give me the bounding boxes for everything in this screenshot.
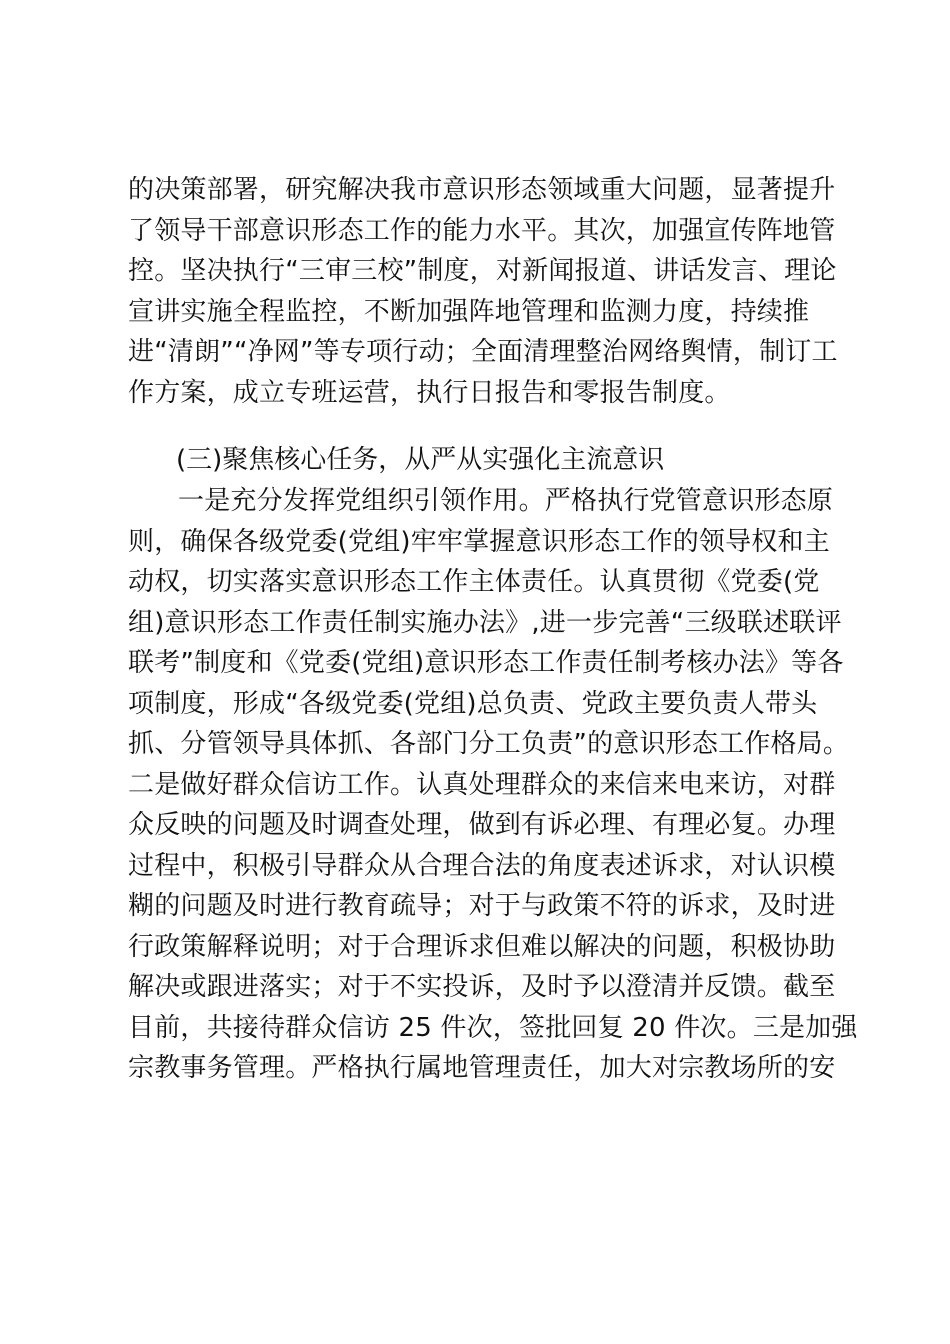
text-line: 控。坚决执行“三审三校”制度，对新闻报道、讲话发言、理论 xyxy=(128,256,837,286)
text-line: 行政策解释说明；对于合理诉求但难以解决的问题，积极协助 xyxy=(128,931,836,962)
section-heading: (三)聚焦核心任务，从严从实强化主流意识 xyxy=(176,445,665,475)
text-line: 组)意识形态工作责任制实施办法》,进一步完善“三级联述联评 xyxy=(128,607,842,638)
text-line: 众反映的问题及时调查处理，做到有诉必理、有理必复。办理 xyxy=(128,810,836,840)
text-line: 了领导干部意识形态工作的能力水平。其次，加强宣传阵地管 xyxy=(128,215,836,246)
text-line: 则，确保各级党委(党组)牢牢掌握意识形态工作的领导权和主 xyxy=(128,526,830,557)
text-line: 糊的问题及时进行教育疏导；对于与政策不符的诉求，及时进 xyxy=(128,891,836,921)
text-line: 过程中，积极引导群众从合理合法的角度表述诉求，对认识模 xyxy=(128,850,836,881)
text-line: 联考”制度和《党委(党组)意识形态工作责任制考核办法》等各 xyxy=(128,648,844,678)
text-line: 宗教事务管理。严格执行属地管理责任，加大对宗教场所的安 xyxy=(128,1053,836,1083)
text-line: 抓、分管领导具体抓、各部门分工负责”的意识形态工作格局。 xyxy=(128,729,850,759)
text-line: 动权，切实落实意识形态工作主体责任。认真贯彻《党委(党 xyxy=(128,567,820,597)
text-line: 进“清朗”“净网”等专项行动；全面清理整治网络舆情，制订工 xyxy=(128,337,838,367)
text-line: 二是做好群众信访工作。认真处理群众的来信来电来访，对群 xyxy=(128,769,836,800)
text-line: 目前，共接待群众信访 25 件次，签批回复 20 件次。三是加强 xyxy=(128,1012,858,1043)
text-line: 宣讲实施全程监控，不断加强阵地管理和监测力度，持续推 xyxy=(128,296,810,327)
text-line: 解决或跟进落实；对于不实投诉，及时予以澄清并反馈。截至 xyxy=(128,972,836,1002)
text-line: 的决策部署，研究解决我市意识形态领域重大问题，显著提升 xyxy=(128,175,836,205)
text-line: 一是充分发挥党组织引领作用。严格执行党管意识形态原 xyxy=(178,486,834,516)
text-line: 作方案，成立专班运营，执行日报告和零报告制度。 xyxy=(128,377,731,408)
paragraph-core-tasks xyxy=(128,481,858,1089)
text-line: 项制度，形成“各级党委(党组)总负责、党政主要负责人带头 xyxy=(128,688,818,719)
paragraph-decision-deployment xyxy=(128,170,838,413)
